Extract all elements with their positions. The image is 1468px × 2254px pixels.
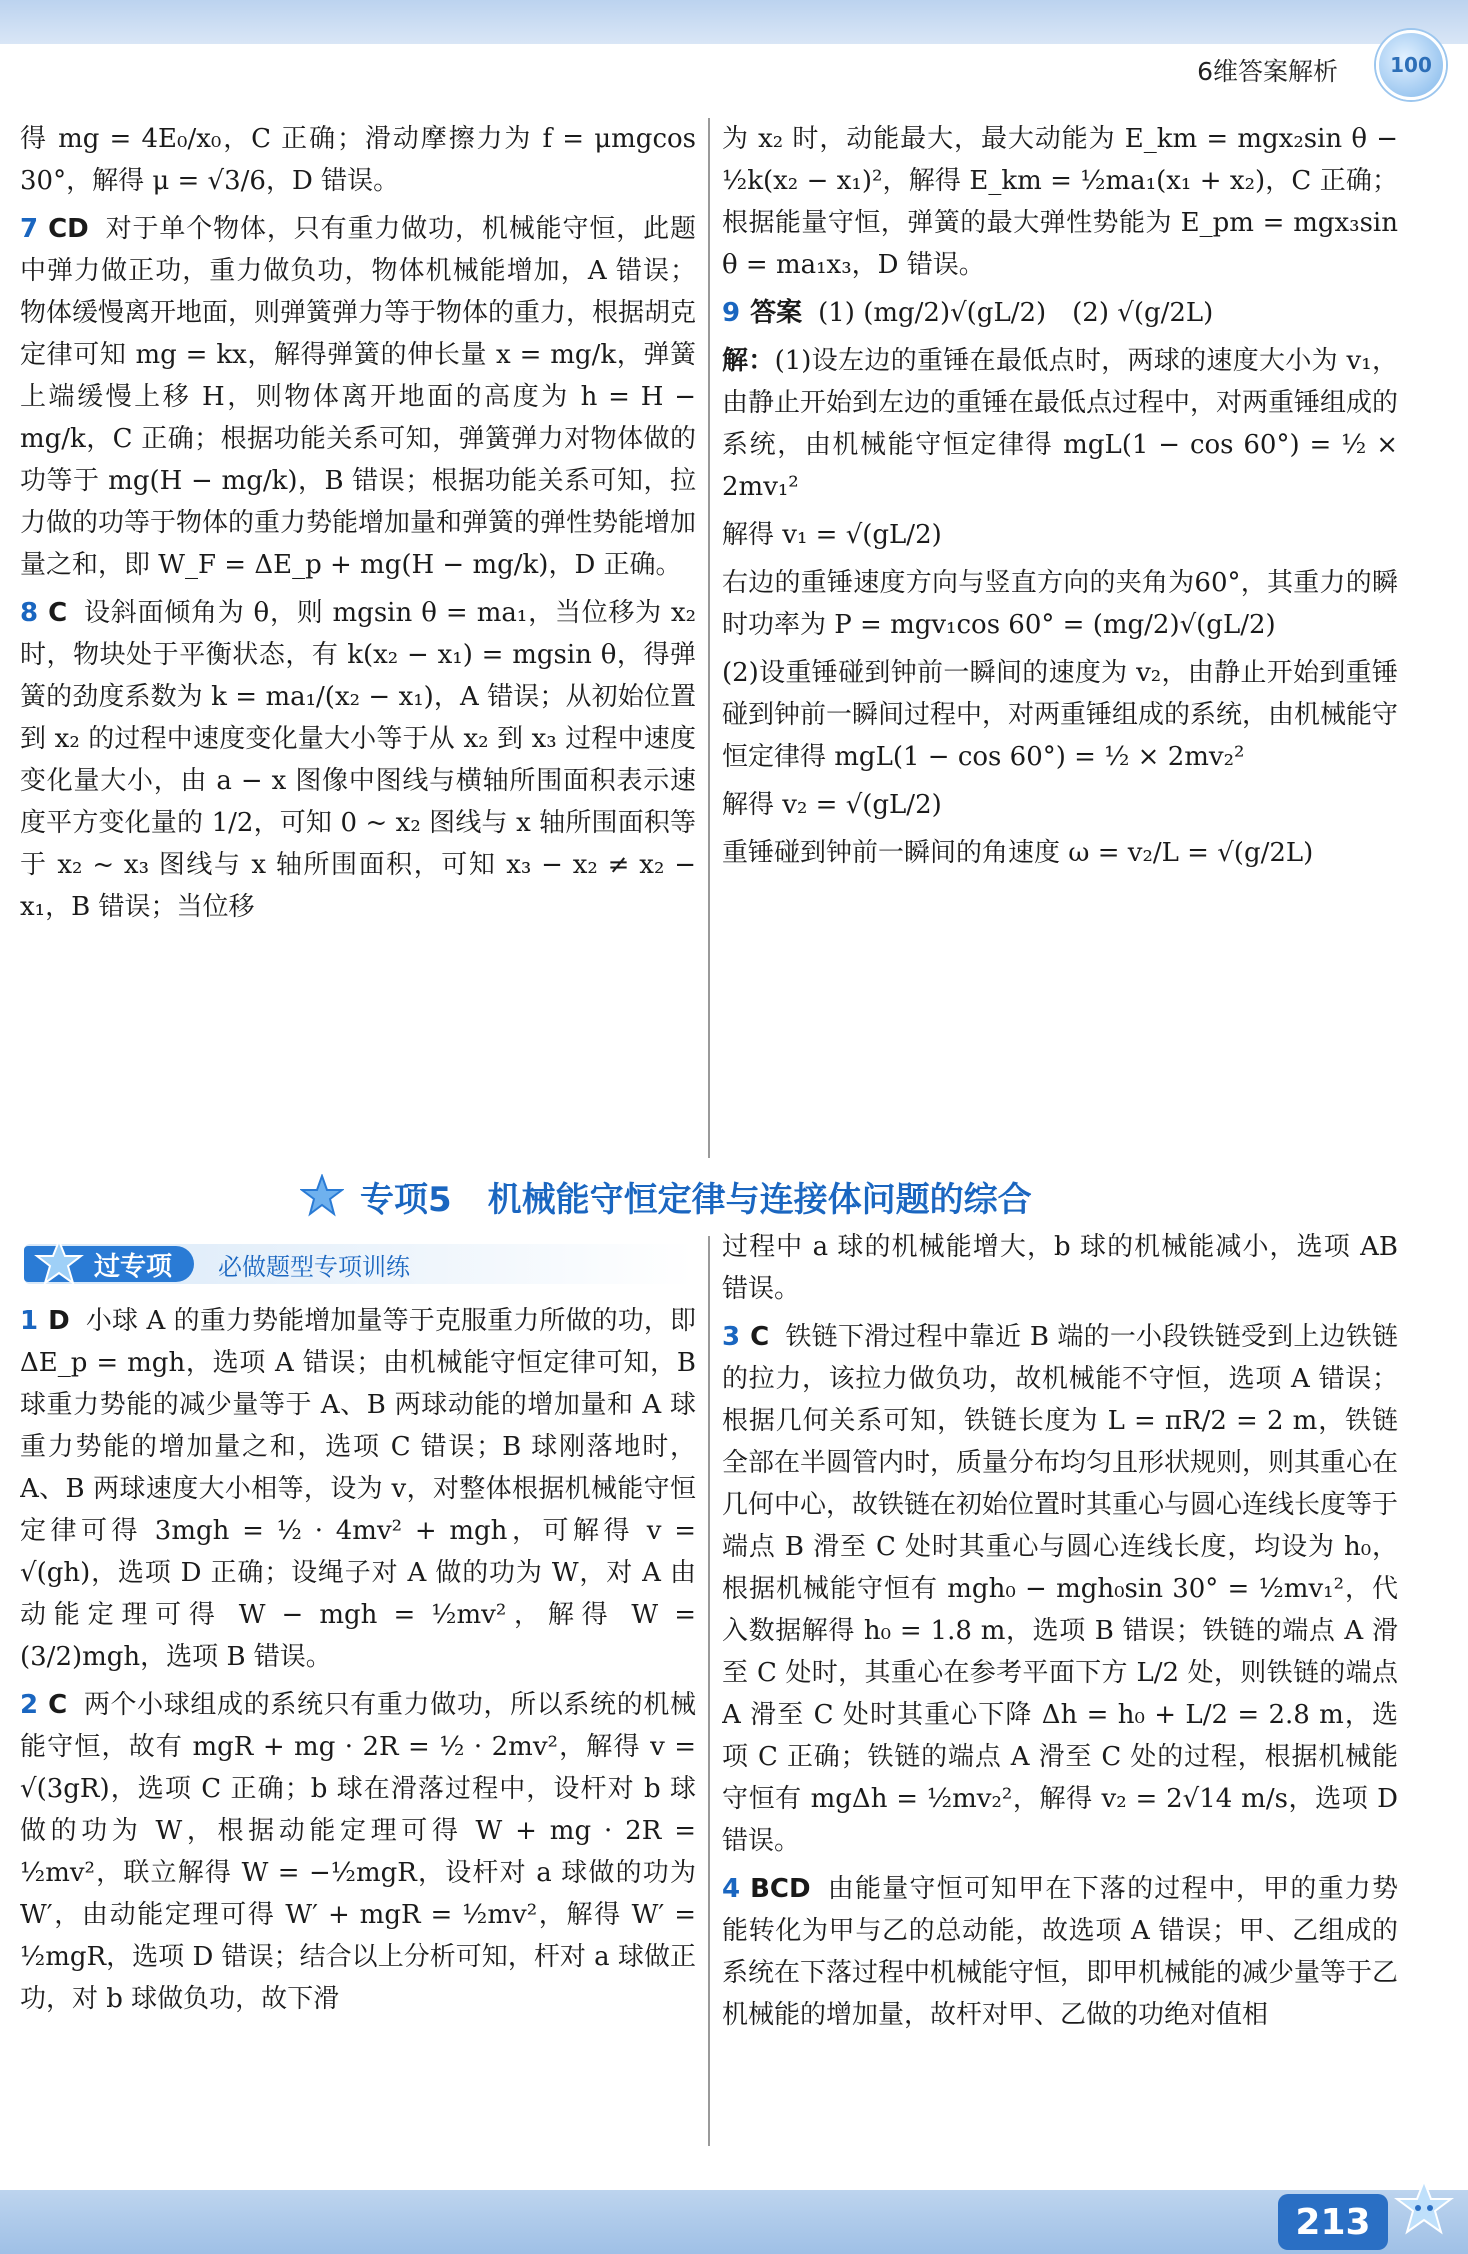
paragraph-continued: 为 x₂ 时，动能最大，最大动能为 E_km = mgx₂sin θ − ½k(x₂ − x₁)²，解得 E_km = ½ma₁(x₁ + x₂)，C 正确；根据能量守恒，弹簧的最大弹性势能为 E_pm = mgx₃sin θ = ma₁x₃，D 错误。 [722,124,1398,280]
page-number: 213 [1278,2194,1388,2250]
question-answer: BCD [750,1874,811,1904]
question-text: 对于单个物体，只有重力做功，机械能守恒，此题中弹力做正功，重力做负功，物体机械能增加，A 错误；物体缓慢离开地面，则弹簧弹力等于物体的重力，根据胡克定律可知 mg = kx，解得弹簧的伸长量 x = mg/k，弹簧上端缓慢上移 H，则物体离开地面的高度为 h = H − mg/k，C 正确；根据功能关系可知，弹簧弹力对物体做的功等于 mg(H − mg/k)，B 错误；根据功能关系可知，拉力做的功等于物体的重力势能增加量和弹簧的弹性势能增加量之和，即 W_F = ΔE_p + mg(H − mg/k)，D 正确。 [20,214,696,580]
mascot-star-icon [34,1238,84,1288]
question-text: 设斜面倾角为 θ，则 mgsin θ = ma₁，当位移为 x₂ 时，物块处于平衡状态，有 k(x₂ − x₁) = mgsin θ，得弹簧的劲度系数为 k = ma₁/(x₂ − x₁)，A 错误；从初始位置到 x₂ 的过程中速度变化量大小等于从 x₂ 到 x₃ 过程中速度变化量大小，由 a − x 图像中图线与横轴所围面积表示速度平方变化量的 1/2，可知 0 ~ x₂ 图线与 x 轴所围面积等于 x₂ ~ x₃ 图线与 x 轴所围面积，可知 x₃ − x₂ ≠ x₂ − x₁，B 错误；当位移 [20,598,696,922]
question-2 [20,1684,696,2020]
paragraph-continued: 得 mg = 4E₀/x₀，C 正确；滑动摩擦力为 f = μmgcos 30°，解得 μ = √3/6，D 错误。 [20,124,696,196]
question-number: 8 [20,598,39,628]
section-heading: 机械能守恒定律与连接体问题的综合 [487,1179,1032,1220]
question-answer: C [750,1322,770,1352]
column-divider-bottom [708,1236,710,2146]
answer-text: (1) (mg/2)√(gL/2) (2) √(g/2L) [818,298,1214,328]
question-number: 1 [20,1306,39,1336]
header-badge-icon: 100 [1376,30,1446,100]
question-4 [722,1868,1398,2036]
top-band [0,0,1468,44]
answer-label: 答案 [750,298,803,328]
solution-result-v2: 解得 v₂ = √(gL/2) [722,790,942,820]
question-text: 小球 A 的重力势能增加量等于克服重力所做的功，即 ΔE_p = mgh，选项 A 错误；由机械能守恒定律可知，B 球重力势能的减少量等于 A、B 两球动能的增加量和 A 球重力势能的增加量之和，选项 C 错误；B 球刚落地时，A、B 两球速度大小相等，设为 v，对整体根据机械能守恒定律可得 3mgh = ½ · 4mv² + mgh，可解得 v = √(gh)，选项 D 正确；设绳子对 A 做的功为 W，对 A 由动能定理可得 W − mgh = ½mv²，解得 W = (3/2)mgh，选项 B 错误。 [20,1306,696,1672]
bottom-band [0,2190,1468,2254]
question-number: 7 [20,214,39,244]
bottom-right-column [722,1226,1398,2134]
question-text: 由能量守恒可知甲在下落的过程中，甲的重力势能转化为甲与乙的总动能，故选项 A 错误；甲、乙组成的系统在下落过程中机械能守恒，即甲机械能的减少量等于乙机械能的增加量，故杆对甲、乙做的功绝对值相 [722,1874,1398,2030]
practice-banner [24,1244,694,1284]
solution-label: 解： [722,346,775,376]
banner-tag [24,1246,194,1282]
top-left-column [20,118,696,1156]
question-1 [20,1300,696,1678]
section-number: 专项5 [360,1179,452,1220]
paragraph-continued: 过程中 a 球的机械能增大，b 球的机械能减小，选项 AB 错误。 [722,1232,1398,1304]
column-divider-top [708,118,710,1158]
solution-part-2: (2)设重锤碰到钟前一瞬间的速度为 v₂，由静止开始到重锤碰到钟前一瞬间过程中，对两重锤组成的系统，由机械能守恒定律得 mgL(1 − cos 60°) = ½ × 2mv₂² [722,658,1398,772]
top-right-column [722,118,1398,1156]
bottom-left-column [20,1300,696,2148]
question-text: 铁链下滑过程中靠近 B 端的一小段铁链受到上边铁链的拉力，该拉力做负功，故机械能不守恒，选项 A 错误；根据几何关系可知，铁链长度为 L = πR/2 = 2 m，铁链全部在半圆管内时，质量分布均匀且形状规则，则其重心在几何中心，故铁链在初始位置时其重心与圆心连线长度等于端点 B 滑至 C 处时其重心与圆心连线长度，均设为 h₀，根据机械能守恒有 mgh₀ − mgh₀sin 30° = ½mv₁²，代入数据解得 h₀ = 1.8 m，选项 B 错误；铁链的端点 A 滑至 C 处时，其重心在参考平面下方 L/2 处，则铁链的端点 A 滑至 C 处时其重心下降 Δh = h₀ + L/2 = 2.8 m，选项 C 正确；铁链的端点 A 滑至 C 处的过程，根据机械能守恒有 mgΔh = ½mv₂²，解得 v₂ = 2√14 m/s，选项 D 错误。 [722,1322,1398,1856]
question-number: 2 [20,1690,39,1720]
question-answer: C [48,598,68,628]
question-text: 两个小球组成的系统只有重力做功，所以系统的机械能守恒，故有 mgR + mg · 2R = ½ · 2mv²，解得 v = √(3gR)，选项 C 正确；b 球在滑落过程中，设杆对 b 球做的功为 W，根据动能定理可得 W + mg · 2R = ½mv²，联立解得 W = −½mgR，设杆对 a 球做的功为 W′，由动能定理可得 W′ + mgR = ½mv²，解得 W′ = ½mgR，选项 D 错误；结合以上分析可知，杆对 a 球做正功，对 b 球做负功，故下滑 [20,1690,696,2014]
solution-text: (1)设左边的重锤在最低点时，两球的速度大小为 v₁，由静止开始到左边的重锤在最低点过程中，对两重锤组成的系统，由机械能守恒定律得 mgL(1 − cos 60°) = ½ × 2mv₁² [722,346,1398,502]
question-answer: CD [48,214,89,244]
header-title: 6维答案解析 [1197,57,1338,86]
question-7 [20,208,696,586]
question-answer: C [48,1690,68,1720]
solution-part-1 [722,340,1398,508]
section-title [300,1168,1200,1224]
question-answer: D [48,1306,70,1336]
banner-tag-text: 过专项 [94,1251,173,1282]
question-number: 4 [722,1874,741,1904]
solution-omega: 重锤碰到钟前一瞬间的角速度 ω = v₂/L = √(g/2L) [722,838,1314,868]
question-9-answer [722,292,1398,334]
star-icon [300,1174,344,1218]
question-number: 3 [722,1322,741,1352]
question-number: 9 [722,298,741,328]
question-3 [722,1316,1398,1862]
mascot-star-icon [1394,2178,1454,2238]
solution-result-v1: 解得 v₁ = √(gL/2) [722,520,942,550]
banner-subtitle: 必做题型专项训练 [218,1252,411,1281]
question-8 [20,592,696,928]
solution-power: 右边的重锤速度方向与竖直方向的夹角为60°，其重力的瞬时功率为 P = mgv₁cos 60° = (mg/2)√(gL/2) [722,568,1398,640]
